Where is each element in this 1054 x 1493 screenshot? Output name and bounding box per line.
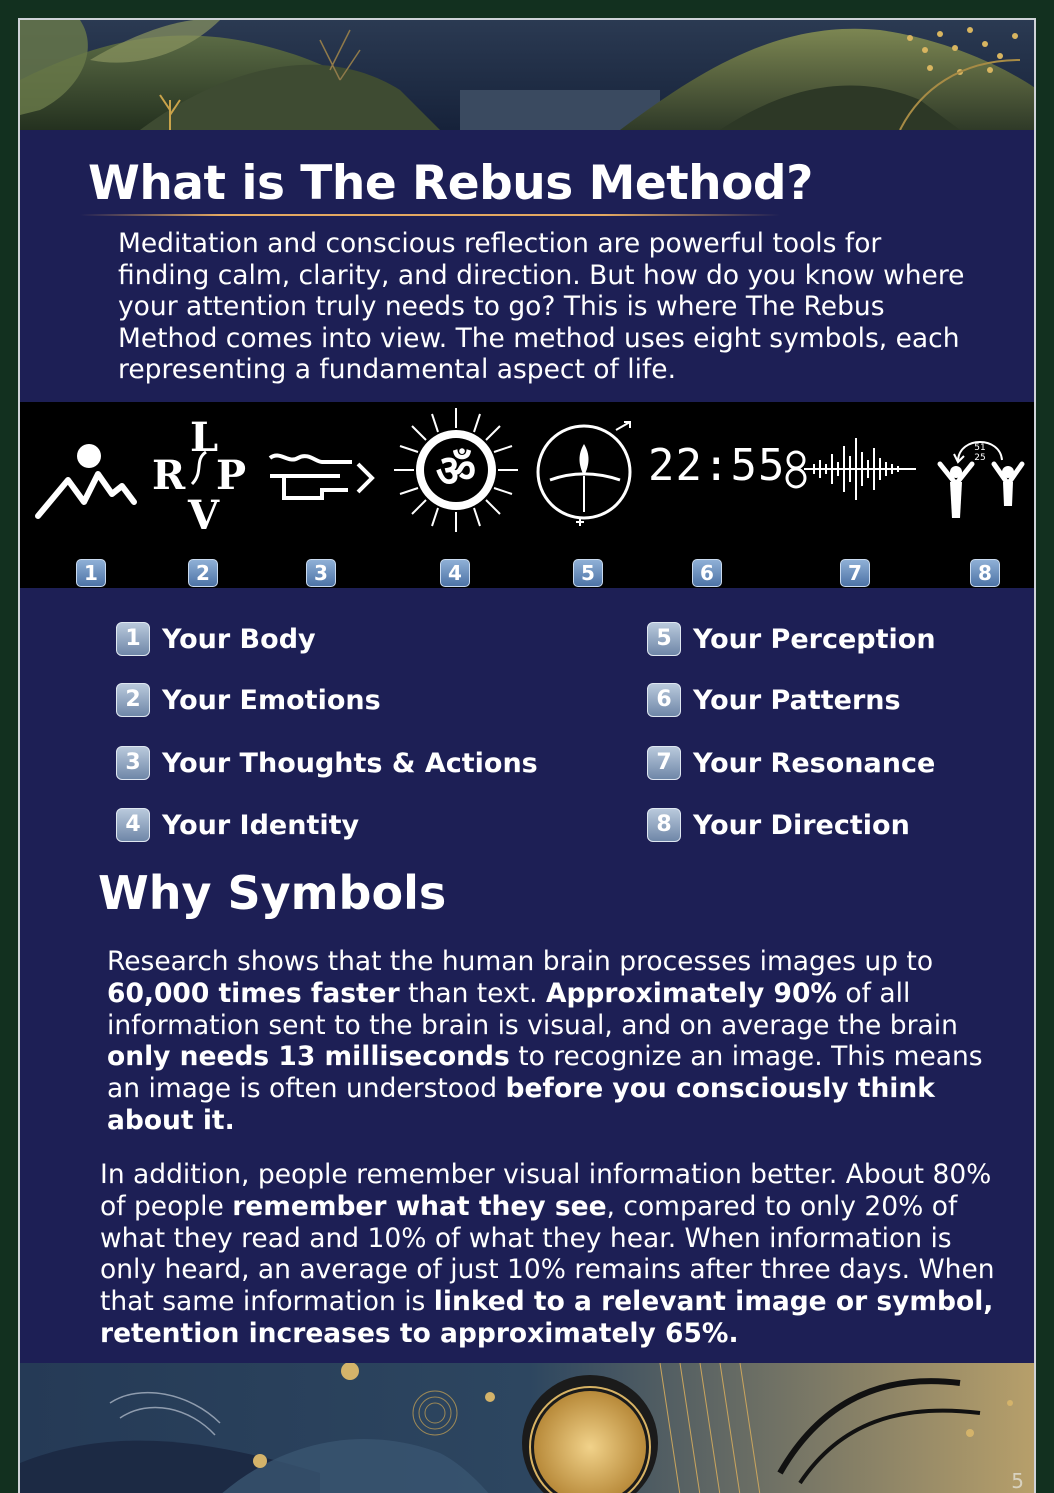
symbol-strip — [20, 402, 1036, 588]
intro-paragraph: Meditation and conscious reflection are powerful tools for finding calm, clarity, and direction. But how do you know where your attention truly needs to go? This is where The Rebus Method comes into view. The method uses eight symbols, each representing a fundamental aspect of life. — [118, 228, 965, 385]
symbol-number-7: 7 — [840, 559, 870, 587]
body-text: than text. — [399, 977, 546, 1009]
lrpv-letters-icon — [148, 410, 248, 540]
aspect-label: Your Patterns — [693, 684, 901, 716]
emphasis-text: Approximately 90% — [545, 977, 837, 1009]
digital-time-icon: 22:55 — [648, 440, 786, 491]
body-text: Research shows that the human brain processes images up to — [107, 946, 934, 977]
aspect-label: Your Emotions — [162, 684, 381, 716]
emphasis-text: linked to a relevant image or symbol, retention increases to approximately 65%. — [100, 1286, 994, 1349]
aspect-label: Your Resonance — [693, 747, 936, 779]
aspect-badge: 8 — [647, 808, 681, 842]
aspect-badge: 3 — [116, 746, 150, 780]
emphasis-text: 60,000 times faster — [107, 977, 400, 1009]
body-text: of all information sent to the brain is visual, and on average the brain — [107, 977, 958, 1041]
two-figures-icon — [930, 420, 1030, 524]
aspect-badge: 6 — [647, 683, 681, 717]
symbol-number-5: 5 — [573, 559, 603, 587]
figures-number-top: 51 — [974, 443, 986, 453]
wave-path-arrow-icon — [266, 450, 378, 506]
landscape-header-image — [20, 20, 1036, 130]
aspect-label: Your Identity — [162, 809, 360, 841]
figures-number-bottom: 25 — [974, 453, 986, 463]
aspect-badge: 2 — [116, 683, 150, 717]
abstract-footer-image — [20, 1363, 1036, 1493]
aspect-item-3 — [116, 745, 538, 781]
memory-paragraph — [100, 1159, 1010, 1350]
page-number: 5 — [1011, 1469, 1024, 1493]
symbol-number-6: 6 — [692, 559, 722, 587]
om-glyph: ॐ — [435, 446, 477, 497]
symbol-number-8: 8 — [970, 559, 1000, 587]
emphasis-text: remember what they see — [232, 1190, 607, 1222]
symbol-number-2: 2 — [188, 559, 218, 587]
compass-circle-icon — [532, 420, 640, 530]
aspect-badge: 4 — [116, 808, 150, 842]
symbol-number-4: 4 — [440, 559, 470, 587]
title-divider — [80, 214, 780, 216]
letter-v: V — [188, 492, 220, 539]
aspect-badge: 1 — [116, 622, 150, 656]
page — [18, 18, 1036, 1493]
letter-p: P — [216, 452, 247, 499]
symbol-number-3: 3 — [306, 559, 336, 587]
aspect-item-8 — [647, 807, 910, 843]
emphasis-text: before you consciously think about it. — [107, 1073, 935, 1136]
body-text: , compared to only 20% of what they read and 10% of what they hear. When information is only heard, an average of just 10% remains after three days. When that same information is — [100, 1190, 995, 1318]
aspect-label: Your Body — [162, 623, 316, 655]
symbol-number-1: 1 — [76, 559, 106, 587]
aspect-item-4 — [116, 807, 359, 843]
letter-r: R — [152, 452, 186, 499]
aspect-label: Your Direction — [693, 809, 910, 841]
emphasis-text: only needs 13 milliseconds — [107, 1041, 510, 1073]
letter-l: L — [190, 414, 219, 461]
aspect-badge: 5 — [647, 622, 681, 656]
aspect-item-6 — [647, 682, 901, 718]
why-symbols-heading: Why Symbols — [98, 866, 447, 920]
aspect-label: Your Thoughts & Actions — [162, 747, 538, 779]
body-text: to recognize an image. This means an image is often understood — [107, 1041, 983, 1105]
mountain-figure-icon — [34, 442, 138, 522]
aspect-item-1 — [116, 621, 316, 657]
aspect-item-5 — [647, 621, 936, 657]
sound-wave-icon — [784, 434, 920, 504]
research-paragraph — [107, 946, 1007, 1137]
aspect-label: Your Perception — [693, 623, 936, 655]
aspect-badge: 7 — [647, 746, 681, 780]
aspect-item-7 — [647, 745, 935, 781]
body-text: In addition, people remember visual information better. About 80% of people — [100, 1159, 992, 1222]
page-title: What is The Rebus Method? — [88, 156, 813, 211]
aspect-item-2 — [116, 682, 381, 718]
om-sun-icon — [392, 406, 520, 534]
